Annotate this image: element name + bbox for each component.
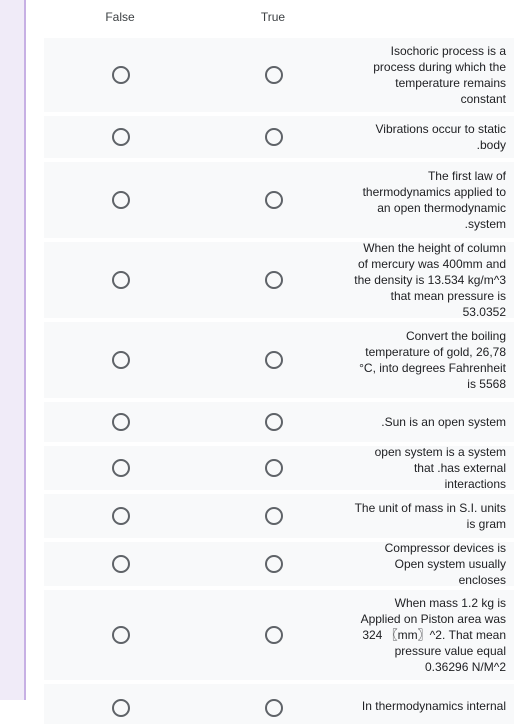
radio-true-row-1[interactable] [265, 66, 283, 84]
row-statement-5: Convert the boiling temperature of gold, 26,78 °C, into degrees Fahrenheit is 5568 [359, 329, 506, 391]
radio-true-row-2[interactable] [265, 128, 283, 146]
radio-false-row-1[interactable] [112, 66, 130, 84]
question-grid [44, 38, 526, 728]
radio-false-row-4[interactable] [112, 271, 130, 289]
radio-false-row-10[interactable] [112, 626, 130, 644]
row-statement-11: In thermodynamics internal [361, 699, 506, 713]
column-header-false: False [105, 10, 135, 24]
radio-true-row-7[interactable] [265, 459, 283, 477]
accent-line [24, 0, 26, 700]
row-statement-8: The unit of mass in S.I. units is gram [354, 501, 506, 531]
radio-true-row-10[interactable] [265, 626, 283, 644]
radio-true-row-8[interactable] [265, 507, 283, 525]
row-statement-2: Vibrations occur to static .body [375, 122, 506, 152]
column-header-true: True [260, 10, 286, 24]
radio-false-row-7[interactable] [112, 459, 130, 477]
radio-true-row-6[interactable] [265, 413, 283, 431]
radio-false-row-8[interactable] [112, 507, 130, 525]
row-statement-7: open system is a system that .has external interactions [374, 445, 506, 491]
radio-false-row-5[interactable] [112, 351, 130, 369]
radio-false-row-3[interactable] [112, 191, 130, 209]
grid-row-8 [44, 494, 514, 538]
row-statement-9: Compressor devices is Open system usually encloses [384, 541, 506, 587]
form-left-accent-strip [0, 0, 25, 700]
grid-row-9 [44, 542, 514, 586]
radio-false-row-6[interactable] [112, 413, 130, 431]
radio-true-row-11[interactable] [265, 699, 283, 717]
row-statement-6: .Sun is an open system [381, 415, 506, 429]
row-statement-3: The first law of thermodynamics applied to an open thermodynamic .system [362, 169, 506, 231]
grid-row-3 [44, 162, 514, 238]
grid-row-1 [44, 38, 514, 112]
radio-true-row-5[interactable] [265, 351, 283, 369]
row-statement-4: When the height of column of mercury was 400mm and the density is 13.534 kg/m^3 that mean pressure is 53.0352 [354, 241, 506, 319]
radio-false-row-11[interactable] [112, 699, 130, 717]
grid-header [44, 0, 526, 36]
grid-row-11 [44, 684, 514, 724]
grid-row-5 [44, 322, 514, 398]
row-statement-1: Isochoric process is a process during which the temperature remains constant [373, 44, 506, 106]
grid-row-4 [44, 242, 514, 318]
grid-row-10 [44, 590, 514, 680]
radio-true-row-9[interactable] [265, 555, 283, 573]
grid-row-6 [44, 402, 514, 442]
grid-row-2 [44, 116, 514, 158]
row-statement-10: When mass 1.2 kg is Applied on Piston area was 324 〖mm〗^2. That mean pressure value equal 0.36296 N/M^2 [360, 596, 506, 674]
radio-false-row-2[interactable] [112, 128, 130, 146]
radio-true-row-4[interactable] [265, 271, 283, 289]
radio-false-row-9[interactable] [112, 555, 130, 573]
grid-row-7 [44, 446, 514, 490]
radio-true-row-3[interactable] [265, 191, 283, 209]
